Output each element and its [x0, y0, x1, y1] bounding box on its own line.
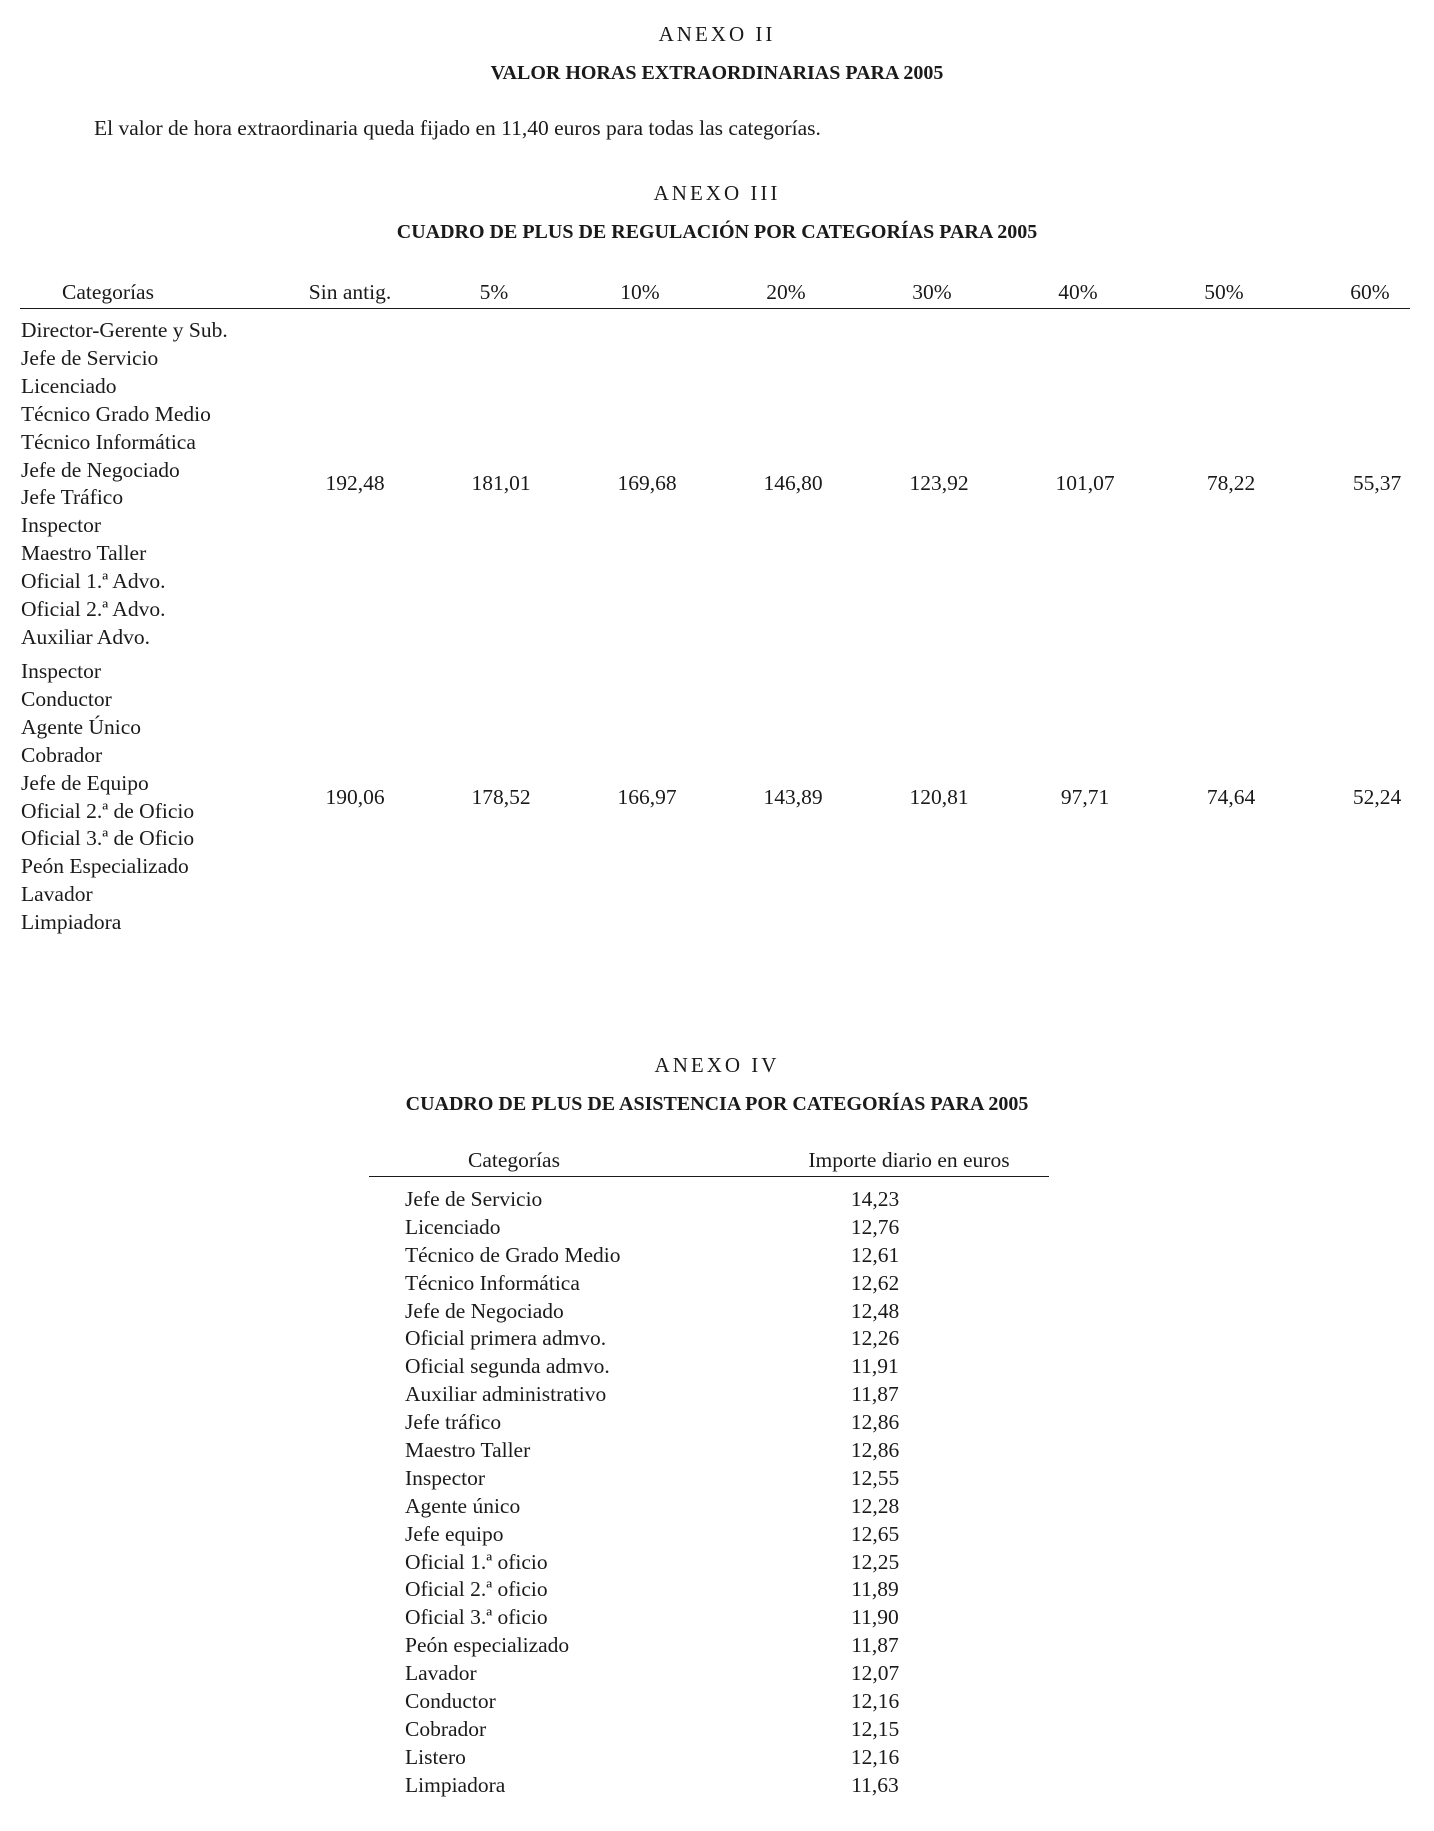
table-row: [405, 1716, 1005, 1744]
annex3-value: 97,71: [1060, 784, 1110, 809]
annex4-amount: 12,16: [850, 1689, 900, 1714]
annex3-col-1: Sin antig.: [308, 280, 392, 304]
annex3-category: Oficial 2.ª Advo.: [21, 597, 166, 622]
annex3-value: 181,01: [471, 471, 531, 496]
annex3-value: 146,80: [763, 471, 823, 496]
annex3-value: 169,68: [617, 471, 677, 496]
annex3-col-3: 10%: [620, 280, 660, 304]
annex4-amount: 11,89: [851, 1577, 899, 1602]
annex4-category: Oficial 3.ª oficio: [405, 1605, 548, 1630]
annex3-category: Cobrador: [21, 742, 103, 767]
table-row: [405, 1325, 1005, 1353]
annex4-amount: 12,15: [850, 1716, 900, 1741]
annex4-category: Cobrador: [405, 1716, 487, 1741]
annex3-category: Jefe de Negociado: [21, 457, 180, 482]
annex4-amount: 12,65: [850, 1521, 900, 1546]
table-row: [405, 1465, 1005, 1493]
annex4-category: Oficial segunda admvo.: [405, 1354, 610, 1379]
annex4-amount: 12,07: [850, 1661, 900, 1686]
annex3-category: Jefe de Equipo: [21, 770, 149, 795]
annex4-category: Auxiliar administrativo: [405, 1382, 607, 1407]
table-row: [405, 1186, 1005, 1214]
annex3-category: Técnico Informática: [21, 429, 196, 454]
annex3-value: 55,37: [1352, 471, 1402, 496]
table-row: [405, 1632, 1005, 1660]
annex3-category: Inspector: [21, 513, 101, 538]
annex4-amount: 12,86: [850, 1438, 900, 1463]
annex3-value: 78,22: [1206, 471, 1256, 496]
annex3-col-6: 40%: [1058, 280, 1098, 304]
table-row: [405, 1688, 1005, 1716]
annex4-amount: 12,62: [850, 1270, 900, 1295]
annex4-amount: 12,61: [850, 1242, 900, 1267]
table-row: [405, 1521, 1005, 1549]
table-row: [405, 1214, 1005, 1242]
annex4-category: Agente único: [405, 1493, 521, 1518]
annex4-category: Jefe equipo: [405, 1521, 504, 1546]
annex3-col-8: 60%: [1350, 280, 1390, 304]
annex4-category: Oficial primera admvo.: [405, 1326, 607, 1351]
annex3-col-0: Categorías: [62, 280, 154, 304]
annex3-category: Oficial 3.ª de Oficio: [21, 826, 195, 851]
annex3-value: 143,89: [763, 784, 823, 809]
annex3-group-0-categories: [21, 317, 228, 652]
annex3-col-5: 30%: [912, 280, 952, 304]
annex4-category: Listero: [405, 1744, 466, 1769]
annex3-category: Agente Único: [21, 714, 142, 739]
annex4-amount: 11,90: [851, 1605, 899, 1630]
annex4-amount: 12,26: [850, 1326, 900, 1351]
annex4-category: Oficial 2.ª oficio: [405, 1577, 548, 1602]
annex4-category: Licenciado: [405, 1214, 501, 1239]
annex4-amount: 12,55: [850, 1465, 900, 1490]
annex4-category: Conductor: [405, 1689, 496, 1714]
annex2-title: VALOR HORAS EXTRAORDINARIAS PARA 2005: [490, 62, 944, 84]
annex4-amount: 11,91: [851, 1354, 899, 1379]
annex4-col-importe: Importe diario en euros: [808, 1148, 1010, 1172]
annex3-category: Maestro Taller: [21, 541, 147, 566]
table-row: [405, 1437, 1005, 1465]
annex4-category: Jefe de Negociado: [405, 1298, 564, 1323]
annex3-title: CUADRO DE PLUS DE REGULACIÓN POR CATEGORÍAS PARA 2005: [396, 221, 1038, 243]
annex3-category: Oficial 2.ª de Oficio: [21, 798, 195, 823]
table-row: [405, 1298, 1005, 1326]
annex3-category: Peón Especializado: [21, 854, 189, 879]
table-row: [405, 1381, 1005, 1409]
annex3-value: 178,52: [471, 784, 531, 809]
annex4-heading: ANEXO IV: [654, 1053, 780, 1077]
table-row: [405, 1549, 1005, 1577]
annex4-title: CUADRO DE PLUS DE ASISTENCIA POR CATEGORÍAS PARA 2005: [405, 1093, 1029, 1115]
annex4-amount: 12,86: [850, 1410, 900, 1435]
annex3-category: Inspector: [21, 659, 101, 683]
annex3-category: Licenciado: [21, 373, 117, 398]
table-row: [405, 1772, 1005, 1800]
table-row: [405, 1576, 1005, 1604]
annex4-amount: 11,63: [851, 1772, 899, 1797]
annex3-heading: ANEXO III: [653, 181, 781, 205]
annex4-category: Técnico Informática: [405, 1270, 580, 1295]
table-row: [405, 1242, 1005, 1270]
annex3-category: Jefe de Servicio: [21, 345, 159, 370]
table-row: [405, 1353, 1005, 1381]
annex3-value: 74,64: [1206, 784, 1256, 809]
table-row: [405, 1744, 1005, 1772]
annex4-category: Jefe de Servicio: [405, 1187, 543, 1211]
annex4-category: Técnico de Grado Medio: [405, 1242, 621, 1267]
table-row: [405, 1493, 1005, 1521]
annex3-value: 120,81: [909, 784, 969, 809]
annex4-amount: 12,25: [850, 1549, 900, 1574]
table-row: [405, 1409, 1005, 1437]
annex3-category: Conductor: [21, 686, 112, 711]
annex3-value: 123,92: [909, 471, 969, 496]
annex3-value: 192,48: [325, 471, 385, 496]
annex4-amount: 12,28: [850, 1493, 900, 1518]
table-row: [405, 1604, 1005, 1632]
annex4-category: Inspector: [405, 1465, 485, 1490]
annex3-table-header: [20, 280, 1410, 309]
annex3-value: 190,06: [325, 784, 385, 809]
annex4-amount: 12,16: [850, 1744, 900, 1769]
annex4-table-body: [405, 1186, 1005, 1800]
annex3-category: Auxiliar Advo.: [21, 624, 150, 649]
annex3-col-7: 50%: [1204, 280, 1244, 304]
annex4-amount: 12,48: [850, 1298, 900, 1323]
annex2-heading: ANEXO II: [658, 22, 776, 46]
annex3-category: Lavador: [21, 882, 93, 907]
annex3-col-4: 20%: [766, 280, 806, 304]
annex3-value: 166,97: [617, 784, 677, 809]
annex3-group-1-categories: [21, 658, 194, 937]
annex4-category: Jefe tráfico: [405, 1410, 502, 1435]
table-row: [405, 1270, 1005, 1298]
annex4-category: Peón especializado: [405, 1633, 570, 1658]
annex3-category: Director-Gerente y Sub.: [21, 318, 228, 342]
annex4-category: Maestro Taller: [405, 1438, 531, 1463]
annex4-table-header: [369, 1148, 1049, 1177]
table-row: [405, 1660, 1005, 1688]
annex3-value: 101,07: [1055, 471, 1115, 496]
annex3-col-2: 5%: [479, 280, 509, 304]
annex3-category: Oficial 1.ª Advo.: [21, 569, 166, 594]
annex3-value: 52,24: [1352, 784, 1402, 809]
annex4-amount: 12,76: [850, 1214, 900, 1239]
annex3-category: Limpiadora: [21, 910, 122, 935]
annex4-amount: 11,87: [851, 1633, 899, 1658]
annex4-category: Limpiadora: [405, 1772, 506, 1797]
annex4-amount: 11,87: [851, 1382, 899, 1407]
annex2-text: El valor de hora extraordinaria queda fijado en 11,40 euros para todas las categorías.: [94, 116, 821, 140]
annex4-category: Oficial 1.ª oficio: [405, 1549, 548, 1574]
annex3-category: Técnico Grado Medio: [21, 401, 211, 426]
annex3-category: Jefe Tráfico: [21, 485, 124, 510]
annex4-category: Lavador: [405, 1661, 477, 1686]
annex4-amount: 14,23: [850, 1187, 900, 1211]
annex4-col-categorias: Categorías: [468, 1148, 560, 1172]
